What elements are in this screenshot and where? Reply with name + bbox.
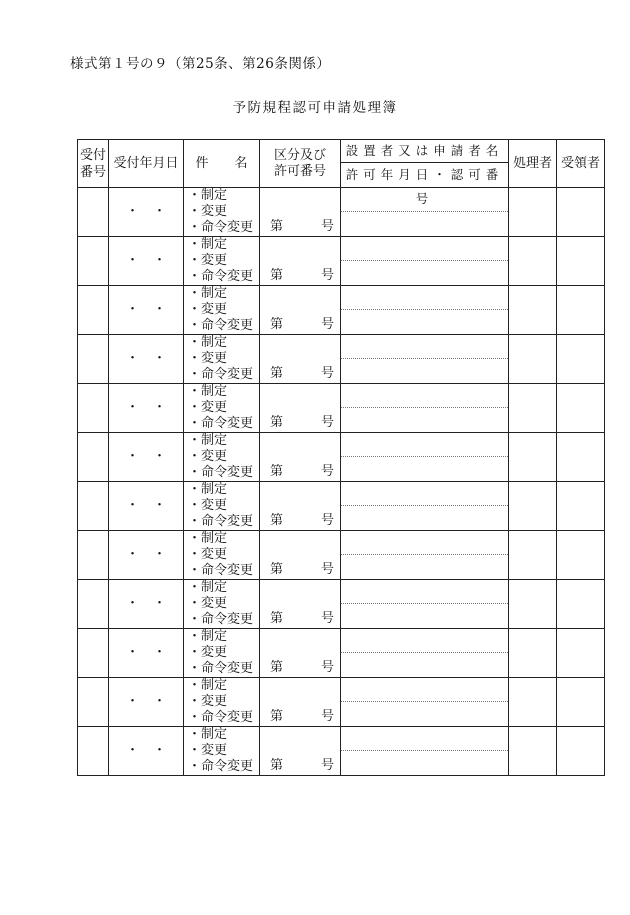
table-row [78,580,605,629]
permit-number-cell[interactable] [260,727,341,776]
receipt-date-cell[interactable] [109,335,184,384]
permit-number-cell[interactable] [260,335,341,384]
receipt-number-cell[interactable] [78,678,109,727]
register-table [77,139,605,776]
header-approval: 許可年月日・認可番号 [345,167,504,206]
subject-cell[interactable] [184,433,260,482]
receipt-number-cell[interactable] [78,531,109,580]
permit-number-cell[interactable] [260,678,341,727]
applicant-approval-cell[interactable] [341,335,509,384]
handler-cell[interactable] [509,384,557,433]
option-change: ・変更 [188,596,228,611]
option-ordered-change: ・命令変更 [188,759,254,774]
receipt-date-cell[interactable] [109,482,184,531]
header-subject: 件 名 [184,140,260,188]
cell-divider [341,603,508,604]
handler-cell[interactable] [509,482,557,531]
option-ordered-change: ・命令変更 [188,367,254,382]
document-title: 予防規程認可申請処理簿 [232,100,398,116]
option-change: ・変更 [188,400,228,415]
receipt-number-cell[interactable] [78,629,109,678]
option-enact: ・制定 [188,531,228,546]
option-enact: ・制定 [188,237,228,252]
handler-cell[interactable] [509,678,557,727]
option-ordered-change: ・命令変更 [188,612,254,627]
option-ordered-change: ・命令変更 [188,269,254,284]
option-change: ・変更 [188,547,228,562]
option-change: ・変更 [188,449,228,464]
date-dots: ・・ [125,596,180,611]
subject-cell[interactable] [184,384,260,433]
subject-cell[interactable] [184,580,260,629]
table-row [78,188,605,237]
applicant-approval-cell[interactable] [341,237,509,286]
cell-divider [341,750,508,751]
permit-number-cell[interactable] [260,482,341,531]
receipt-number-cell[interactable] [78,580,109,629]
applicant-approval-cell[interactable] [341,531,509,580]
date-dots: ・・ [125,204,180,219]
receipt-number-cell[interactable] [78,335,109,384]
receiver-cell[interactable] [557,580,605,629]
header-receiver: 受領者 [557,140,605,188]
option-enact: ・制定 [188,580,228,595]
table-row [78,286,605,335]
receipt-number-cell[interactable] [78,384,109,433]
receipt-number-cell[interactable] [78,727,109,776]
receiver-cell[interactable] [557,335,605,384]
handler-cell[interactable] [509,629,557,678]
subject-cell[interactable] [184,286,260,335]
option-ordered-change: ・命令変更 [188,465,254,480]
header-receipt-date: 受付年月日 [109,140,184,188]
table-row [78,335,605,384]
header-row [78,140,605,188]
permit-number-cell[interactable] [260,580,341,629]
header-receipt-number: 受付番号 [78,140,109,188]
table-row [78,629,605,678]
option-enact: ・制定 [188,188,228,203]
permit-number-label: 第 号 [270,415,334,430]
date-dots: ・・ [125,449,180,464]
option-change: ・変更 [188,743,228,758]
applicant-approval-cell[interactable] [341,727,509,776]
permit-number-cell[interactable] [260,188,341,237]
permit-number-cell[interactable] [260,629,341,678]
applicant-approval-cell[interactable] [341,678,509,727]
permit-number-label: 第 号 [270,366,334,381]
cell-divider [341,456,508,457]
receipt-number-cell[interactable] [78,188,109,237]
subject-cell[interactable] [184,237,260,286]
receipt-date-cell[interactable] [109,531,184,580]
receipt-date-cell[interactable] [109,433,184,482]
receipt-number-cell[interactable] [78,237,109,286]
handler-cell[interactable] [509,188,557,237]
permit-number-label: 第 号 [270,660,334,675]
option-change: ・変更 [188,302,228,317]
applicant-approval-cell[interactable] [341,433,509,482]
option-enact: ・制定 [188,678,228,693]
receipt-date-cell[interactable] [109,188,184,237]
form-header: 様式第１号の９（第25条、第26条関係） [70,56,331,72]
cell-divider [341,701,508,702]
option-enact: ・制定 [188,727,228,742]
receiver-cell[interactable] [557,384,605,433]
permit-number-cell[interactable] [260,384,341,433]
date-dots: ・・ [125,743,180,758]
handler-cell[interactable] [509,727,557,776]
subject-cell[interactable] [184,531,260,580]
table-row [78,727,605,776]
date-dots: ・・ [125,400,180,415]
handler-cell[interactable] [509,237,557,286]
option-enact: ・制定 [188,335,228,350]
receiver-cell[interactable] [557,727,605,776]
option-ordered-change: ・命令変更 [188,710,254,725]
permit-number-label: 第 号 [270,513,334,528]
applicant-approval-cell[interactable] [341,629,509,678]
cell-divider [341,211,508,212]
table-row [78,482,605,531]
option-enact: ・制定 [188,482,228,497]
permit-number-cell[interactable] [260,237,341,286]
table-row [78,531,605,580]
date-dots: ・・ [125,694,180,709]
option-ordered-change: ・命令変更 [188,220,254,235]
receipt-number-cell[interactable] [78,286,109,335]
date-dots: ・・ [125,645,180,660]
header-handler: 処理者 [509,140,557,188]
handler-cell[interactable] [509,335,557,384]
receiver-cell[interactable] [557,531,605,580]
option-ordered-change: ・命令変更 [188,318,254,333]
date-dots: ・・ [125,547,180,562]
subject-cell[interactable] [184,335,260,384]
applicant-approval-cell[interactable] [341,188,509,237]
applicant-approval-cell[interactable] [341,482,509,531]
permit-number-cell[interactable] [260,433,341,482]
receiver-cell[interactable] [557,286,605,335]
receipt-date-cell[interactable] [109,727,184,776]
subject-cell[interactable] [184,629,260,678]
permit-number-label: 第 号 [270,464,334,479]
permit-number-label: 第 号 [270,317,334,332]
option-ordered-change: ・命令変更 [188,661,254,676]
option-ordered-change: ・命令変更 [188,514,254,529]
subject-cell[interactable] [184,678,260,727]
register-body [78,188,605,776]
receiver-cell[interactable] [557,237,605,286]
date-dots: ・・ [125,302,180,317]
permit-number-label: 第 号 [270,611,334,626]
subject-cell[interactable] [184,188,260,237]
permit-number-label: 第 号 [270,709,334,724]
table-row [78,678,605,727]
cell-divider [341,260,508,261]
applicant-approval-cell[interactable] [341,286,509,335]
date-dots: ・・ [125,253,180,268]
handler-cell[interactable] [509,580,557,629]
cell-divider [341,554,508,555]
header-applicant: 設置者又は申請者名 [341,140,508,163]
handler-cell[interactable] [509,433,557,482]
subject-cell[interactable] [184,482,260,531]
permit-number-label: 第 号 [270,268,334,283]
date-dots: ・・ [125,351,180,366]
cell-divider [341,652,508,653]
header-category-permit: 区分及び許可番号 [260,140,341,188]
option-change: ・変更 [188,204,228,219]
date-dots: ・・ [125,498,180,513]
receipt-date-cell[interactable] [109,237,184,286]
applicant-approval-cell[interactable] [341,580,509,629]
cell-divider [341,407,508,408]
option-enact: ・制定 [188,384,228,399]
handler-cell[interactable] [509,286,557,335]
receipt-date-cell[interactable] [109,580,184,629]
handler-cell[interactable] [509,531,557,580]
applicant-approval-cell[interactable] [341,384,509,433]
receiver-cell[interactable] [557,678,605,727]
receipt-number-cell[interactable] [78,433,109,482]
permit-number-cell[interactable] [260,531,341,580]
receipt-date-cell[interactable] [109,384,184,433]
receipt-date-cell[interactable] [109,629,184,678]
option-change: ・変更 [188,498,228,513]
header-applicant-approval [341,140,509,206]
receiver-cell[interactable] [557,188,605,237]
cell-divider [341,505,508,506]
option-change: ・変更 [188,645,228,660]
table-row [78,237,605,286]
option-change: ・変更 [188,253,228,268]
receiver-cell[interactable] [557,629,605,678]
cell-divider [341,358,508,359]
permit-number-cell[interactable] [260,286,341,335]
table-row [78,384,605,433]
option-ordered-change: ・命令変更 [188,563,254,578]
option-change: ・変更 [188,694,228,709]
option-enact: ・制定 [188,629,228,644]
option-enact: ・制定 [188,433,228,448]
permit-number-label: 第 号 [270,219,334,234]
subject-cell[interactable] [184,727,260,776]
option-change: ・変更 [188,351,228,366]
receipt-number-cell[interactable] [78,482,109,531]
receipt-date-cell[interactable] [109,286,184,335]
option-enact: ・制定 [188,286,228,301]
permit-number-label: 第 号 [270,758,334,773]
table-row [78,433,605,482]
receiver-cell[interactable] [557,433,605,482]
option-ordered-change: ・命令変更 [188,416,254,431]
permit-number-label: 第 号 [270,562,334,577]
cell-divider [341,309,508,310]
receipt-date-cell[interactable] [109,678,184,727]
receiver-cell[interactable] [557,482,605,531]
